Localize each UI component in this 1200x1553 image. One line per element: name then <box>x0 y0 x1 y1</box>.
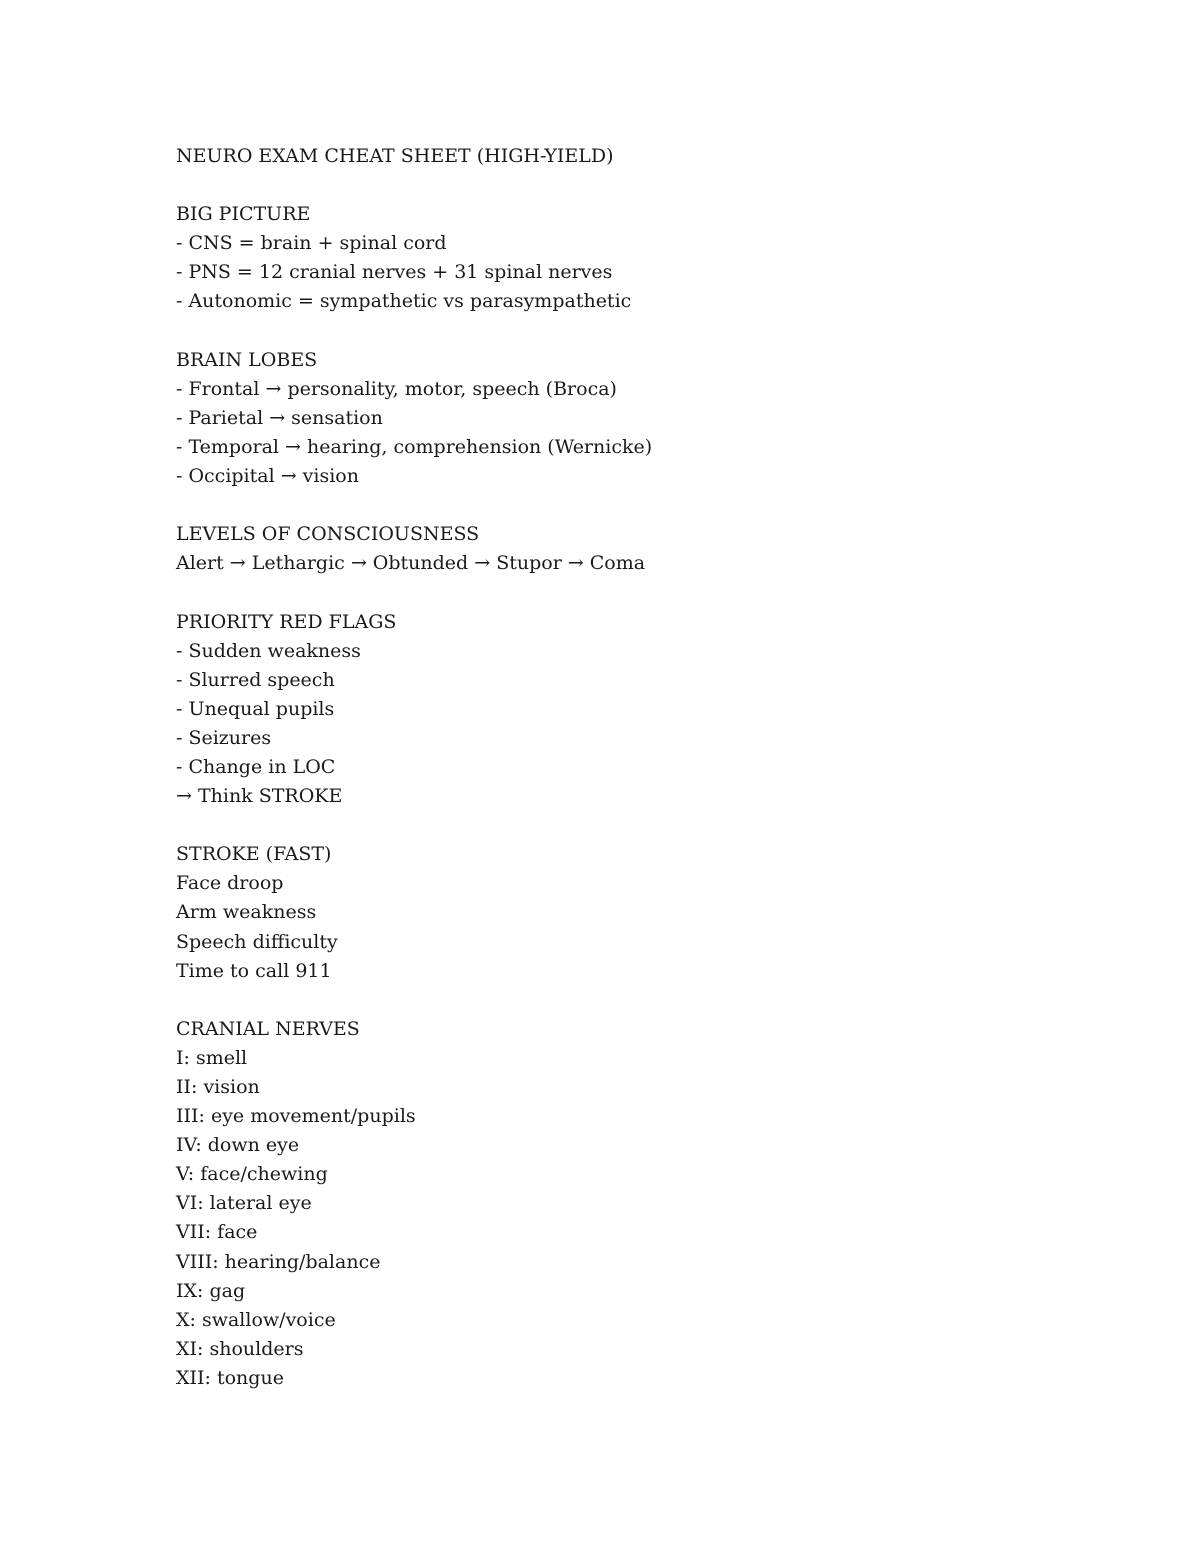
spacer <box>176 811 1076 840</box>
list-item: IV: down eye <box>176 1134 300 1157</box>
document-body <box>176 142 1076 1393</box>
list-item: V: face/chewing <box>176 1163 328 1186</box>
list-item: Face droop <box>176 872 284 895</box>
list-item: X: swallow/voice <box>176 1308 336 1331</box>
list-item: XI: shoulders <box>176 1337 304 1360</box>
list-item: - Slurred speech <box>176 668 335 691</box>
document-title: NEURO EXAM CHEAT SHEET (HIGH-YIELD) <box>176 145 614 167</box>
list-item: - Frontal → personality, motor, speech (Broca) <box>176 377 617 400</box>
section-heading: PRIORITY RED FLAGS <box>176 610 397 633</box>
list-item: XII: tongue <box>176 1366 284 1389</box>
list-item: - Parietal → sensation <box>176 406 383 429</box>
list-item: Arm weakness <box>176 901 317 924</box>
list-item: - CNS = brain + spinal cord <box>176 232 447 255</box>
list-item: VII: face <box>176 1221 258 1244</box>
spacer <box>176 491 1076 520</box>
list-item: VIII: hearing/balance <box>176 1250 381 1273</box>
list-item: - Occipital → vision <box>176 465 359 488</box>
list-item: II: vision <box>176 1076 260 1098</box>
list-item: - Seizures <box>176 726 272 749</box>
list-item: IX: gag <box>176 1279 246 1302</box>
section-stroke-fast <box>176 840 1076 985</box>
section-heading: CRANIAL NERVES <box>176 1017 360 1040</box>
section-priority-red-flags <box>176 608 1076 812</box>
list-item: VI: lateral eye <box>176 1192 312 1215</box>
list-item: Time to call 911 <box>176 959 332 982</box>
section-levels-of-consciousness <box>176 520 1076 578</box>
list-item: - Sudden weakness <box>176 639 361 662</box>
list-item: - PNS = 12 cranial nerves + 31 spinal nerves <box>176 261 613 284</box>
list-item: → Think STROKE <box>176 785 343 808</box>
list-item: - Change in LOC <box>176 755 336 778</box>
list-item: I: smell <box>176 1046 248 1069</box>
section-heading: LEVELS OF CONSCIOUSNESS <box>176 523 480 546</box>
spacer <box>176 578 1076 607</box>
list-item: - Unequal pupils <box>176 697 335 720</box>
section-big-picture <box>176 200 1076 316</box>
spacer <box>176 317 1076 346</box>
list-item: - Autonomic = sympathetic vs parasympathetic <box>176 290 632 313</box>
section-heading: BRAIN LOBES <box>176 348 318 371</box>
section-heading: BIG PICTURE <box>176 203 311 226</box>
section-brain-lobes <box>176 346 1076 491</box>
section-heading: STROKE (FAST) <box>176 843 332 866</box>
spacer <box>176 171 1076 200</box>
list-item: - Temporal → hearing, comprehension (Wernicke) <box>176 435 653 458</box>
list-item: Alert → Lethargic → Obtunded → Stupor → Coma <box>176 552 646 575</box>
section-cranial-nerves <box>176 1015 1076 1393</box>
list-item: Speech difficulty <box>176 930 338 953</box>
list-item: III: eye movement/pupils <box>176 1105 416 1128</box>
spacer <box>176 986 1076 1015</box>
